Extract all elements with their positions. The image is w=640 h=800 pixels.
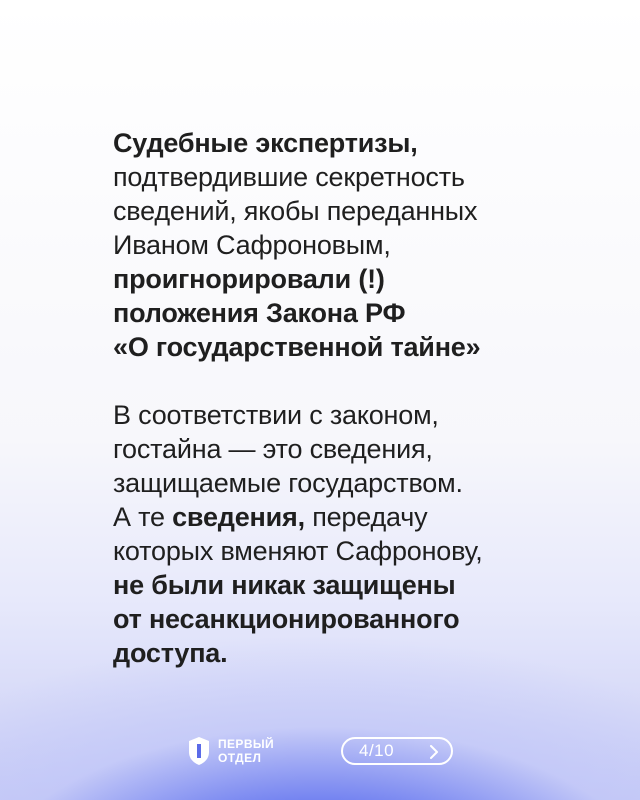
text-line: «О государственной тайне»: [113, 332, 481, 362]
brand-name-line: ПЕРВЫЙ: [218, 737, 275, 751]
text-line: В соответствии с законом,: [113, 400, 439, 430]
text-fragment: А те: [113, 502, 173, 532]
footer: [0, 726, 640, 776]
text-line: [113, 500, 613, 534]
brand-name-line: ОТДЕЛ: [218, 751, 262, 765]
text-fragment: передачу: [304, 502, 428, 532]
text-line: защищаемые государством.: [113, 468, 463, 498]
shield-icon: [188, 736, 210, 766]
page-indicator-button[interactable]: [341, 737, 453, 765]
text-line: гостайна — это сведения,: [113, 434, 433, 464]
paragraph-state-secret: [113, 398, 613, 670]
chevron-right-icon: [429, 745, 439, 759]
text-line: не были никак защищены: [113, 570, 456, 600]
brand-logo: [188, 736, 274, 766]
text-line: доступа.: [113, 638, 228, 668]
page-counter: 4/10: [359, 741, 395, 760]
text-line: проигнорировали (!): [113, 264, 385, 294]
text-line: Судебные экспертизы,: [113, 128, 418, 158]
text-line: сведений, якобы переданных: [113, 196, 478, 226]
brand-name: [218, 737, 274, 765]
text-line: которых вменяют Сафронову,: [113, 536, 483, 566]
paragraph-expertise: [113, 126, 613, 364]
text-line: подтвердившие секретность: [113, 162, 465, 192]
text-fragment-bold: сведения,: [172, 502, 305, 532]
text-line: положения Закона РФ: [113, 298, 406, 328]
text-line: от несанкционированного: [113, 604, 460, 634]
text-line: Иваном Сафроновым,: [113, 230, 391, 260]
slide-text: [113, 126, 613, 670]
